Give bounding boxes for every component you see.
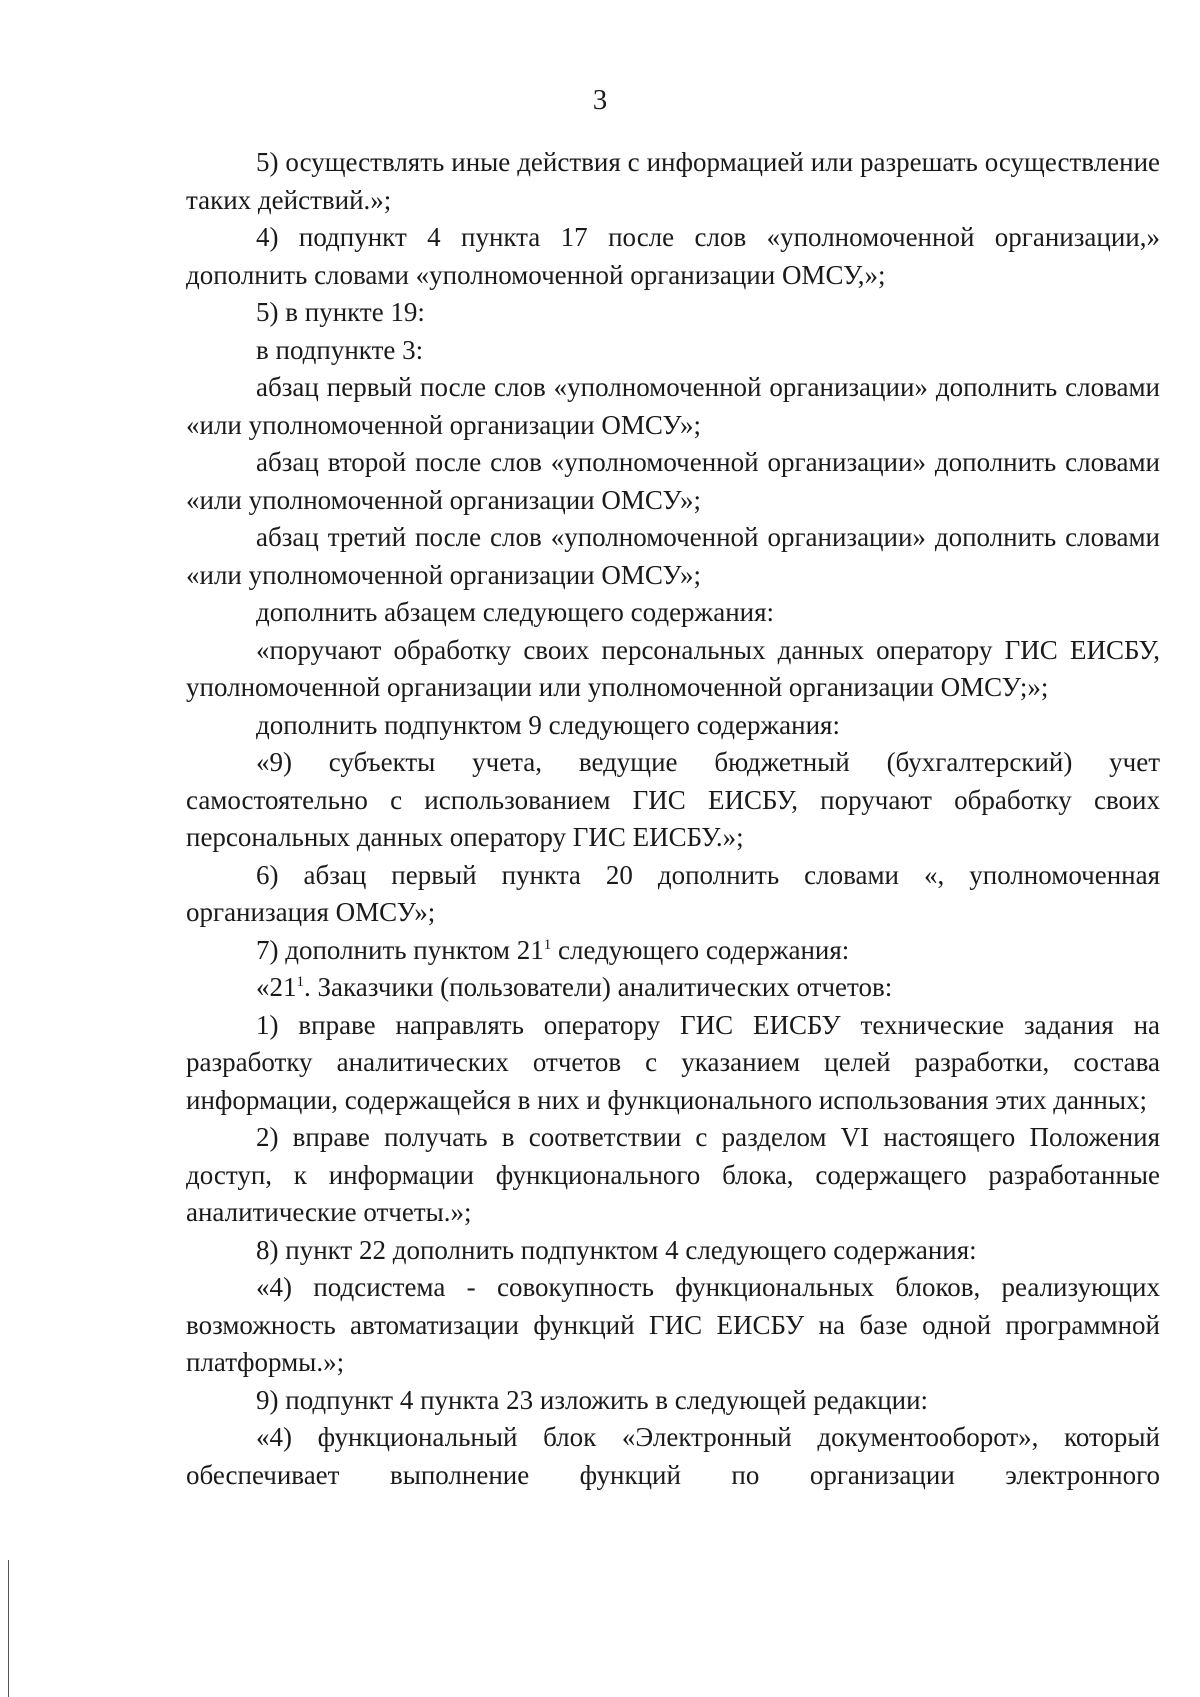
paragraph: 4) подпункт 4 пункта 17 после слов «уполномоченной организации,» дополнить словами «уполномоченной организации ОМСУ,»; (186, 222, 1160, 290)
superscript: 1 (296, 974, 304, 990)
paragraph: «поручают обработку своих персональных данных оператору ГИС ЕИСБУ, уполномоченной организации или уполномоченной организации ОМСУ;»; (186, 634, 1160, 702)
paragraph (186, 932, 1160, 970)
paragraph: «4) функциональный блок «Электронный документооборот», который обеспечивает выполнение функций по организации электронного (186, 1422, 1160, 1490)
paragraph-text: 7) дополнить пунктом 21 (256, 934, 544, 965)
document-body (186, 144, 1160, 1494)
paragraph: абзац первый после слов «уполномоченной организации» дополнить словами «или уполномоченной организации ОМСУ»; (186, 372, 1160, 440)
paragraph: «9) субъекты учета, ведущие бюджетный (бухгалтерский) учет самостоятельно с использованием ГИС ЕИСБУ, поручают обработку своих персональных данных оператору ГИС ЕИСБУ.»; (186, 747, 1160, 852)
paragraph (186, 969, 1160, 1007)
paragraph: 2) вправе получать в соответствии с разделом VI настоящего Положения доступ, к информации функционального блока, содержащего разработанные аналитические отчеты.»; (186, 1122, 1160, 1227)
paragraph: в подпункте 3: (256, 334, 424, 365)
paragraph: абзац второй после слов «уполномоченной организации» дополнить словами «или уполномоченной организации ОМСУ»; (186, 447, 1160, 515)
paragraph: дополнить подпунктом 9 следующего содержания: (256, 709, 840, 740)
superscript: 1 (543, 936, 552, 953)
paragraph: 8) пункт 22 дополнить подпунктом 4 следующего содержания: (256, 1234, 977, 1265)
paragraph: 9) подпункт 4 пункта 23 изложить в следующей редакции: (256, 1384, 929, 1415)
scan-edge-line (8, 1560, 9, 1697)
paragraph: абзац третий после слов «уполномоченной организации» дополнить словами «или уполномоченной организации ОМСУ»; (186, 522, 1160, 590)
paragraph-text: «21 (256, 972, 297, 1002)
paragraph-text: следующего содержания: (551, 934, 850, 965)
paragraph: 5) осуществлять иные действия с информацией или разрешать осуществление таких действий.»; (186, 147, 1160, 215)
paragraph-text: . Заказчики (пользователи) аналитических отчетов: (304, 972, 893, 1002)
paragraph: 5) в пункте 19: (256, 297, 425, 327)
paragraph: дополнить абзацем следующего содержания: (256, 597, 775, 627)
paragraph: «4) подсистема - совокупность функциональных блоков, реализующих возможность автоматизации функций ГИС ЕИСБУ на базе одной программной платформы.»; (186, 1272, 1160, 1377)
paragraph: 1) вправе направлять оператору ГИС ЕИСБУ технические задания на разработку аналитических отчетов с указанием целей разработки, состава информации, содержащейся в них и функционального использования этих данных; (186, 1009, 1160, 1115)
page-number: 3 (592, 84, 608, 116)
paragraph: 6) абзац первый пункта 20 дополнить словами «, уполномоченная организация ОМСУ»; (186, 859, 1160, 927)
